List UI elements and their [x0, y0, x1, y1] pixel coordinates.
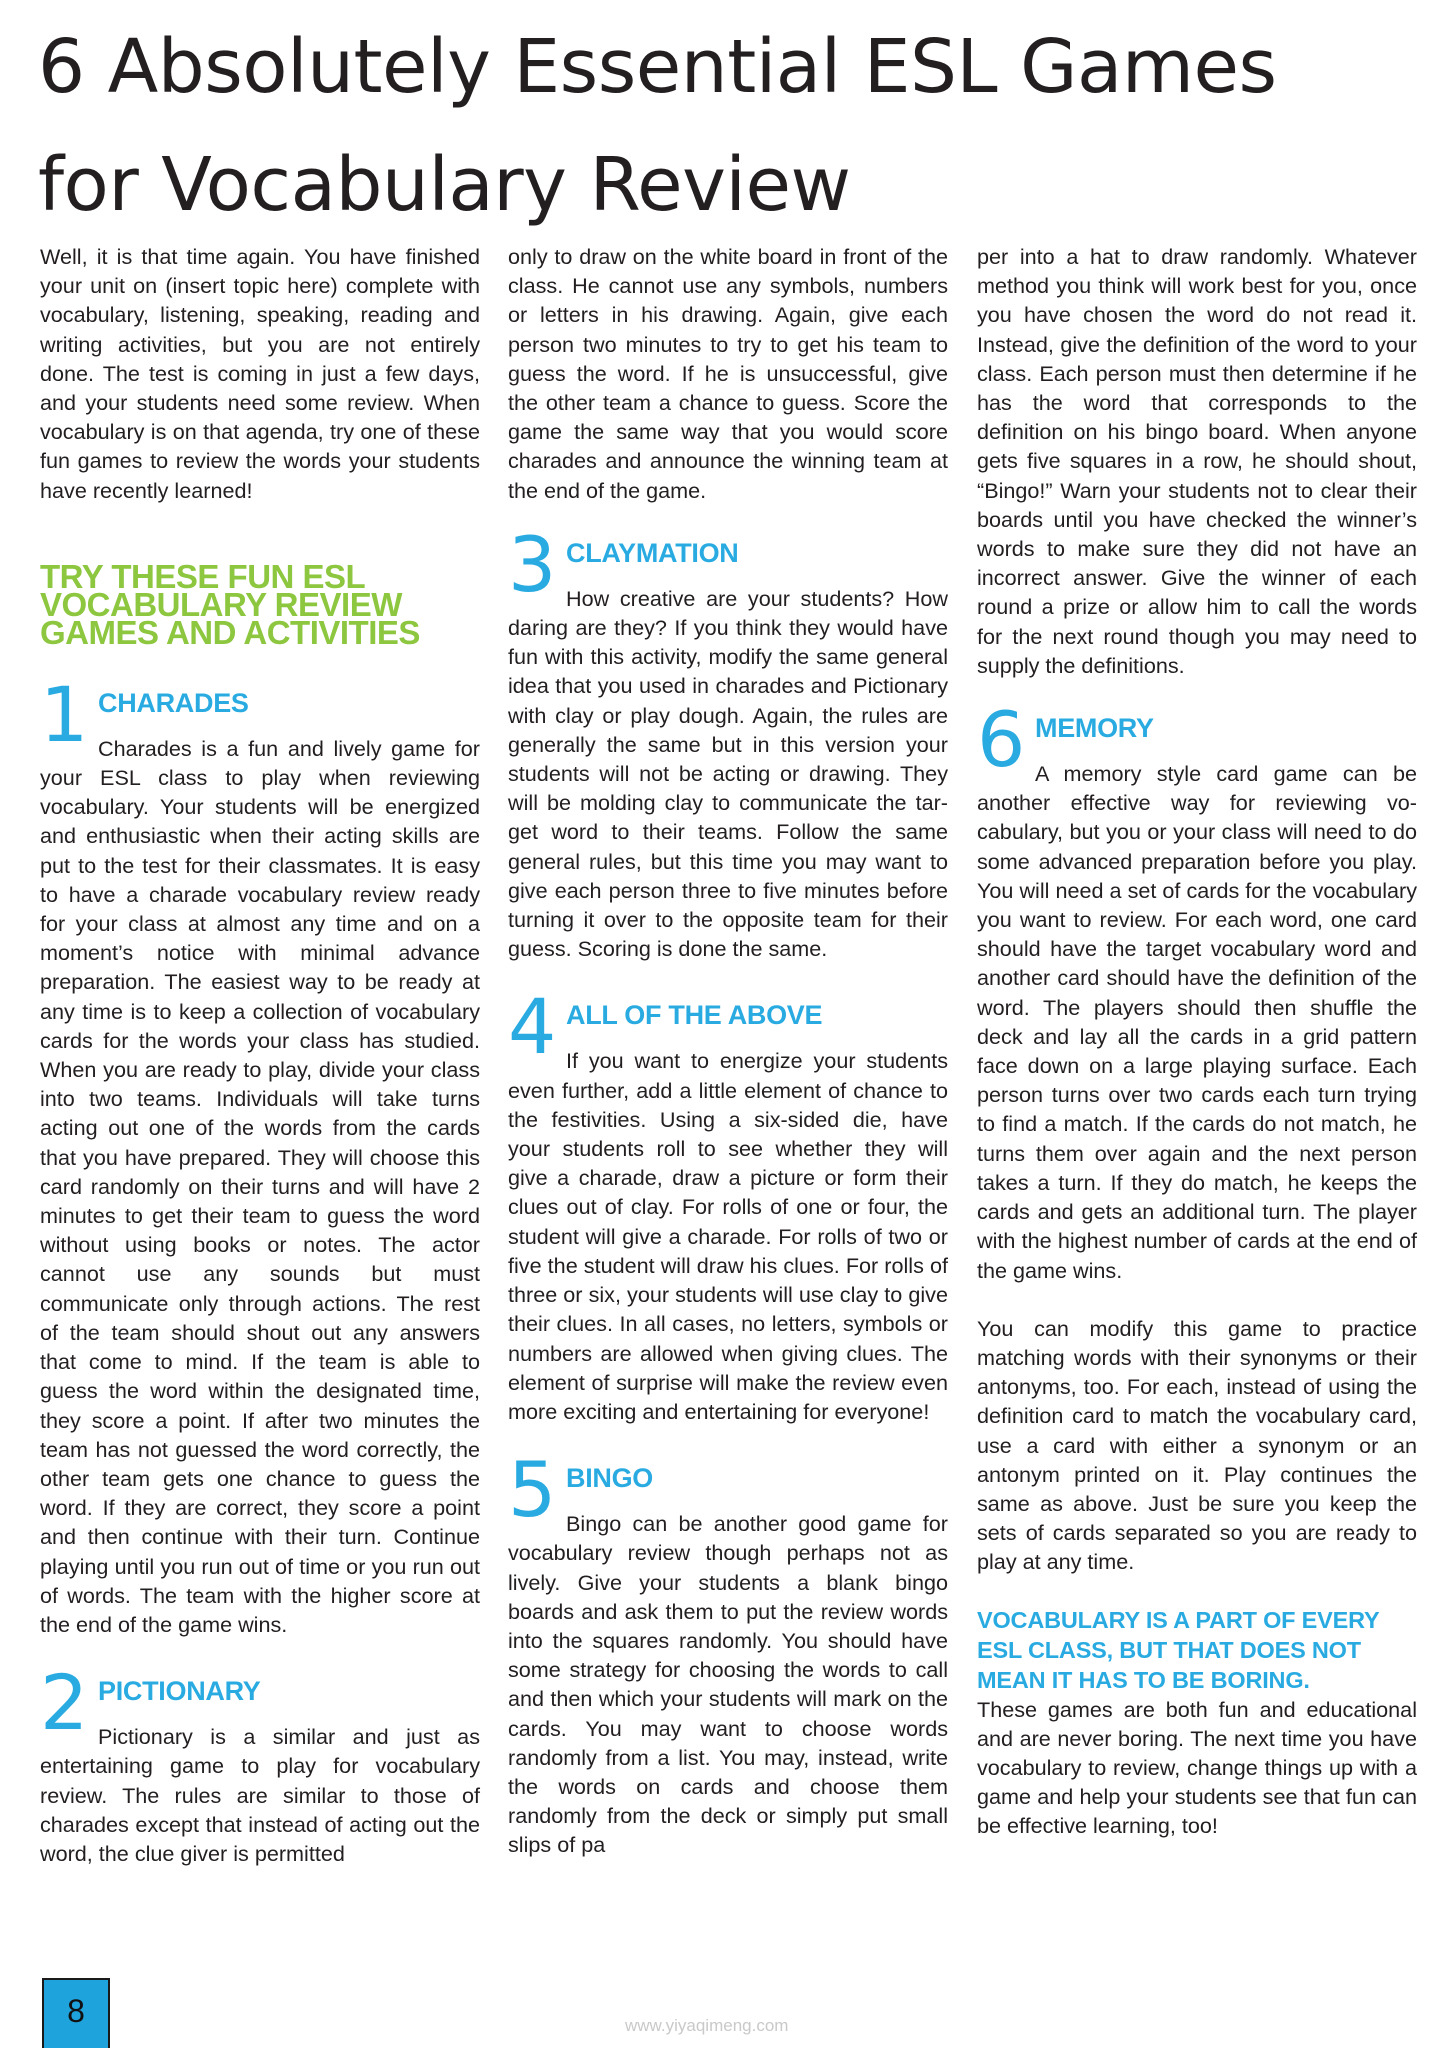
lead-heading-line-2: VOCABULARY REVIEW — [40, 585, 402, 623]
closing-callout: VOCABULARY IS A PART OF EVERY ESL CLASS, BUT THAT DOES NOT MEAN IT HAS TO BE BORING. — [977, 1606, 1380, 1693]
lead-heading — [40, 557, 480, 651]
section-all-of-the-above — [508, 982, 948, 1426]
closing-body: These games are both fun and educational and are never boring. The next time you have vocabulary to review, change things up with a game and help your students see that fun can be effective learning, too! — [977, 1696, 1417, 1839]
page-number: 8 — [42, 1978, 110, 2048]
section-claymation — [508, 519, 948, 964]
section-number: 3 — [508, 519, 557, 609]
section-memory — [977, 695, 1417, 1576]
section-body-extra: You can modify this game to practice matching words with their synonyms or their antonyms, too. For each, instead of using the definition card to match the vocabulary card, use a card with either a synonym or an antonym printed on it. Play continues the same as above. Just be sure you keep the sets of cards separated so you are ready to play at any time. — [977, 1315, 1417, 1575]
title-line-2: for Vocabulary Review — [38, 142, 851, 228]
section-title: BINGO — [566, 1463, 654, 1494]
section-title: PICTIONARY — [98, 1676, 261, 1707]
section-body: If you want to energize your students even further, add a little element of chance to the festivities. Using a six-sided die, have your students roll to see whether they will give a charade, draw a picture or form their clues out of clay. For rolls of one or four, the student will give a charade. For rolls of two or five the student will draw his clues. For rolls of three or six, your students will use clay to give their clues. In all cases, no letters, symbols or numbers are allowed when giving clues. The element of surprise will make the review even more exciting and entertaining for everyone! — [508, 1048, 948, 1424]
section-body-continued: only to draw on the white board in front of the class. He cannot use any symbols, numbers or letters in his drawing. Again, give each person two minutes to try to get his team to guess the word. If he is unsuccessful, give the other team a chance to guess. Score the game the same way that you would score charades and announce the winning team at the end of the game. — [508, 244, 948, 503]
section-title: CHARADES — [98, 687, 249, 718]
section-number: 4 — [508, 982, 557, 1072]
lead-heading-line-3: GAMES AND ACTIVITIES — [40, 613, 420, 651]
section-body: Bingo can be another good game for vocabulary review though perhaps not as lively. Give your students a blank bingo boards and ask them to put the review words into the squares randomly. You should have some strategy for choosing the words to call and then which your students will mark on the cards. You may want to choose words randomly from a list. You may, instead, write the words on cards and choose them randomly from the deck or simply put small slips of pa — [508, 1511, 948, 1858]
section-bingo — [508, 1445, 948, 1859]
intro-paragraph: Well, it is that time again. You have finished your unit on (insert topic here) complete with vocabulary, listening, speaking, reading and writing activities, but you are not entirely done. The test is coming in just a few days, and your students need some review. When vocabulary is on that agenda, try one of these fun games to review the words your students have recently learned! — [40, 244, 480, 503]
column-1 — [40, 242, 480, 1868]
lead-heading-line-1: TRY THESE FUN ESL — [40, 557, 366, 595]
title-line-1: 6 Absolutely Essential ESL Games — [38, 24, 1277, 110]
section-body: Pictionary is a similar and just as entertaining game to play for vocabulary review. The rules are similar to those of charades except that instead of acting out the word, the clue giver is permitted — [40, 1724, 480, 1866]
section-title: CLAYMATION — [566, 537, 739, 568]
watermark: www.yiyaqimeng.com — [625, 2016, 789, 2035]
section-number: 6 — [977, 695, 1026, 785]
section-number: 1 — [40, 669, 89, 759]
section-body: Charades is a fun and lively game for your ESL class to play when reviewing vocabulary. Your students will be energized and enthusiastic when their acting skills are put to the test for their classmates. It is easy to have a charade vocabulary review ready for your class at almost any time and on a moment’s notice with minimal advance preparation. The easiest way to be ready at any time is to keep a collection of vocabulary cards for the words your class has studied. When you are ready to play, divide your class into two teams. Individuals will take turns acting out one of the words from the cards that you have prepared. They will choose this card randomly on their turns and will have 2 minutes to get their team to guess the word without using books or notes. The actor cannot use any sounds but must communicate only through actions. The rest of the team should shout out any answers that come to mind. If the team is able to guess the word within the designated time, they score a point. If after two minutes the team has not guessed the word correctly, the other team gets one chance to guess the word. If they are correct, they score a point and then continue with their turn. Continue playing until you run out of time or you run out of words. The team with the higher score at the end of the game wins. — [40, 735, 480, 1637]
section-title: MEMORY — [1035, 713, 1154, 744]
column-2 — [508, 242, 948, 1860]
section-pictionary — [40, 1658, 480, 1868]
column-3 — [977, 242, 1417, 1841]
section-body: How creative are your students? How daring are they? If you think they would have fun with this activity, modify the same general idea that you used in charades and Pictionary with clay or play dough. Again, the rules are generally the same but in this version your students will not be acting or drawing. They will be molding clay to communicate the target word to their teams. Follow the same general rules, but this time you may want to give each person three to five minutes before turning it over to the opposite team for their guess. Scoring is done the same. — [508, 585, 948, 962]
section-body: A memory style card game can be another effective way for reviewing vocabulary, but you or your class will need to do some advanced preparation before you play. You will need a set of cards for the vocabulary you want to review. For each word, one card should have the target vocabulary word and another card should have the definition of the word. The players should then shuffle the deck and lay all the cards in a grid pattern face down on a large playing surface. Each person turns over two cards each turn trying to find a match. If the cards do not match, he turns them over again and the next person takes a turn. If they do match, he keeps the cards and gets an additional turn. The player with the highest number of cards at the end of the game wins. — [977, 761, 1417, 1283]
section-charades — [40, 669, 480, 1639]
section-title: ALL OF THE ABOVE — [566, 1000, 823, 1031]
section-number: 5 — [508, 1445, 557, 1535]
section-body-continued: per into a hat to draw randomly. Whatever method you think will work best for you, once you have chosen the word do not read it. Instead, give the definition of the word to your class. Each person must then determine if he has the word that corresponds to the definition on his bingo board. When anyone gets five squares in a row, he should shout, “Bingo!” Warn your students not to clear their boards until you have checked the winner’s words to make sure they did not have an incorrect answer. Give the winner of each round a prize or allow him to call the words for the next round though you may need to supply the definitions. — [977, 244, 1417, 678]
section-number: 2 — [40, 1658, 89, 1748]
page-title — [38, 8, 1418, 244]
